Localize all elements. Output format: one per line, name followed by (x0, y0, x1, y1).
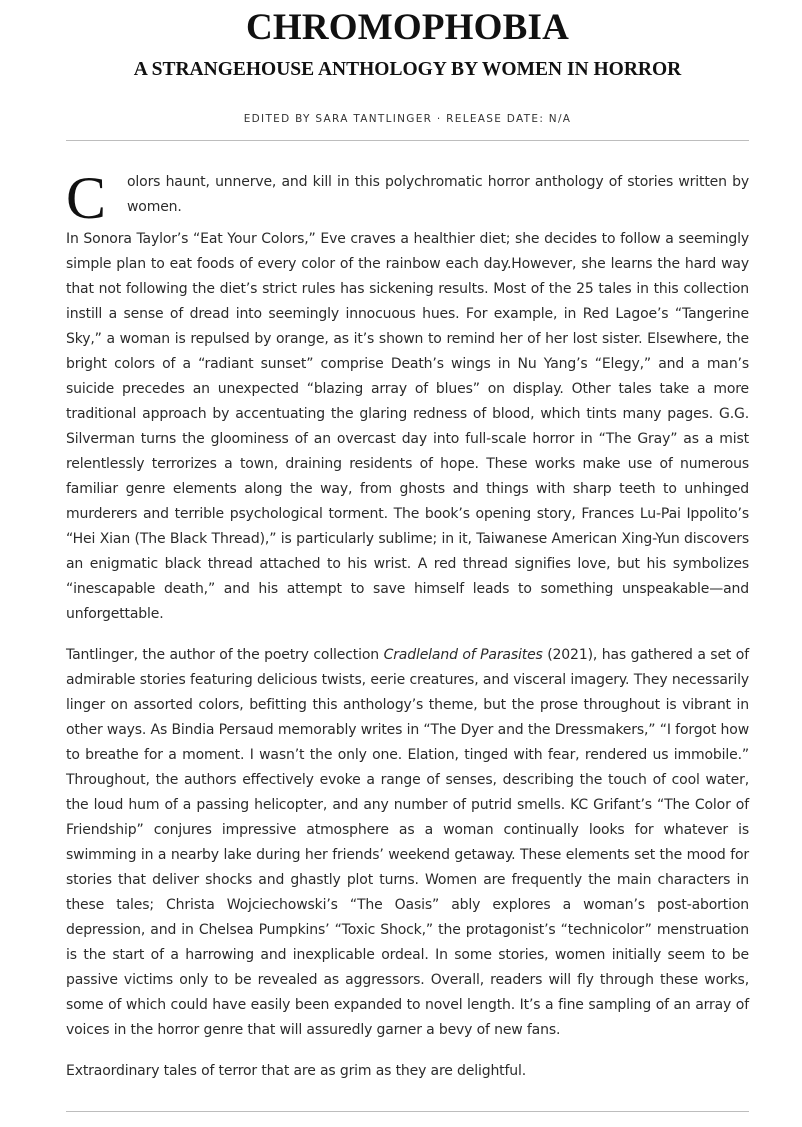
top-divider (66, 140, 749, 141)
review-body (66, 165, 749, 1084)
review-page (66, 0, 749, 1112)
editor-release-meta: EDITED BY SARA TANTLINGER · RELEASE DATE: N/A (243, 113, 572, 125)
analysis-text-start: Tantlinger, the author of the poetry collection (66, 647, 384, 663)
review-verdict: Extraordinary tales of terror that are as grim as they are delightful. (66, 1063, 527, 1079)
book-title: CHROMOPHOBIA (245, 7, 570, 48)
book-subtitle: A STRANGEHOUSE ANTHOLOGY BY WOMEN IN HORROR (133, 59, 682, 80)
lead-text: olors haunt, unnerve, and kill in this polychromatic horror anthology of stories written by women. (127, 174, 749, 215)
review-paragraph-analysis (66, 643, 749, 1043)
analysis-text-rest: (2021), has gathered a set of admirable stories featuring delicious twists, eerie creatures, and visceral imagery. They necessarily linger on assorted colors, befitting this anthology’s theme, but the prose throughout is vibrant in other ways. As Bindia Persaud memorably writes in “The Dyer and the Dressmakers,” “I forgot how to breathe for a moment. I wasn’t the only one. Elation, tinged with fear, rendered us immobile.” Throughout, the authors effectively evoke a range of senses, describing the touch of cool water, the loud hum of a passing helicopter, and any number of putrid smells. KC Grifant’s “The Color of Friendship” conjures impressive atmosphere as a woman continually looks for whatever is swimming in a nearby lake during her friends’ weekend getaway. These elements set the mood for stories that deliver shocks and ghastly plot turns. Women are frequently the main characters in these tales; Christa Wojciechowski’s “The Oasis” ably explores a woman’s post-abortion depression, and in Chelsea Pumpkins’ “Toxic Shock,” the protagonist’s “technicolor” menstruation is the start of a harrowing and inexplicable ordeal. In some stories, women initially seem to be passive victims only to be revealed as aggressors. Overall, readers will fly through these works, some of which could have easily been expanded to novel length. It’s a fine sampling of an array of voices in the horror genre that will assuredly garner a bevy of new fans. (66, 647, 749, 1038)
lead-paragraph (66, 165, 749, 231)
drop-cap: C (66, 165, 106, 231)
cited-book-title: Cradleland of Parasites (383, 647, 543, 663)
bottom-divider (66, 1111, 749, 1112)
review-paragraph-plot: In Sonora Taylor’s “Eat Your Colors,” Eve craves a healthier diet; she decides to follow a seemingly simple plan to eat foods of every color of the rainbow each day.However, she learns the hard way that not following the diet’s strict rules has sickening results. Most of the 25 tales in this collection instill a sense of dread into seemingly innocuous hues. For example, in Red Lagoe’s “Tangerine Sky,” a woman is repulsed by orange, as it’s shown to remind her of her lost sister. Elsewhere, the bright colors of a “radiant sunset” comprise Death’s wings in Nu Yang’s “Elegy,” and a man’s suicide precedes an unexpected “blazing array of blues” on display. Other tales take a more traditional approach by accentuating the glaring redness of blood, which tints many pages. G.G. Silverman turns the gloominess of an overcast day into full-scale horror in “The Gray” as a mist relentlessly terrorizes a town, draining residents of hope. These works make use of numerous familiar genre elements along the way, from ghosts and things with sharp teeth to unhinged murderers and terrible psychological torment. The book’s opening story, Frances Lu-Pai Ippolito’s “Hei Xian (The Black Thread),” is particularly sublime; in it, Taiwanese American Xing-Yun discovers an enigmatic black thread attached to his wrist. A red thread signifies love, but his symbolizes “inescapable death,” and his attempt to save himself leads to something unspeakable—and unforgettable. (66, 231, 749, 622)
